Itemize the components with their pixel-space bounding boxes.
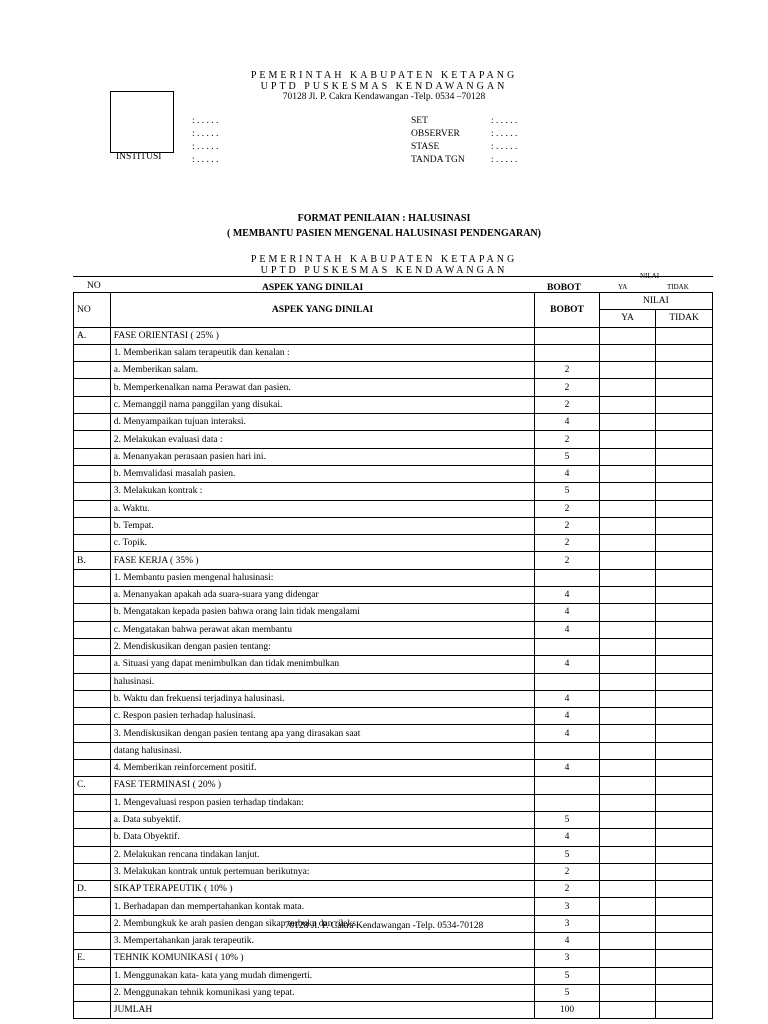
left-field-1: : . . . . . xyxy=(192,116,219,126)
row-tidak-checkbox[interactable] xyxy=(656,967,713,984)
row-ya-checkbox[interactable] xyxy=(599,673,655,690)
row-aspek: 3. Melakukan kontrak : xyxy=(110,483,534,500)
row-ya-checkbox[interactable] xyxy=(599,932,655,949)
field-tanda-tgn-value: : . . . . . xyxy=(491,155,518,165)
row-aspek: a. Memberikan salam. xyxy=(110,362,534,379)
row-bobot: 2 xyxy=(535,379,600,396)
row-no xyxy=(74,621,111,638)
table-header-row xyxy=(74,293,713,310)
row-ya-checkbox[interactable] xyxy=(599,829,655,846)
row-bobot: 4 xyxy=(535,414,600,431)
letterhead-line2: UPTD PUSKESMAS KENDAWANGAN xyxy=(260,81,508,92)
table-row xyxy=(74,587,713,604)
row-no: D. xyxy=(74,881,111,898)
row-aspek: 3. Mempertahankan jarak terapeutik. xyxy=(110,932,534,949)
assessment-table xyxy=(73,292,713,1019)
row-aspek: 4. Memberikan reinforcement positif. xyxy=(110,760,534,777)
row-ya-checkbox[interactable] xyxy=(599,517,655,534)
row-no xyxy=(74,638,111,655)
letterhead2-line2: UPTD PUSKESMAS KENDAWANGAN xyxy=(260,265,508,276)
row-ya-checkbox[interactable] xyxy=(599,362,655,379)
row-bobot: 2 xyxy=(535,500,600,517)
row-tidak-checkbox[interactable] xyxy=(656,690,713,707)
row-no xyxy=(74,984,111,1001)
row-bobot: 4 xyxy=(535,690,600,707)
form-title: FORMAT PENILAIAN : HALUSINASI xyxy=(297,213,471,224)
row-tidak-checkbox[interactable] xyxy=(656,760,713,777)
row-bobot: 2 xyxy=(535,881,600,898)
field-stase-label: STASE xyxy=(411,142,440,152)
right-field-values xyxy=(491,115,517,167)
row-no xyxy=(74,569,111,586)
row-bobot: 4 xyxy=(535,604,600,621)
row-ya-checkbox[interactable] xyxy=(599,950,655,967)
row-tidak-checkbox[interactable] xyxy=(656,569,713,586)
table-row xyxy=(74,984,713,1001)
row-ya-checkbox[interactable] xyxy=(599,604,655,621)
row-ya-checkbox[interactable] xyxy=(599,881,655,898)
row-tidak-checkbox[interactable] xyxy=(656,621,713,638)
institution-logo-box xyxy=(110,91,174,153)
row-aspek: 1. Berhadapan dan mempertahankan kontak mata. xyxy=(110,898,534,915)
row-bobot: 4 xyxy=(535,829,600,846)
row-bobot: 3 xyxy=(535,898,600,915)
row-tidak-checkbox[interactable] xyxy=(656,932,713,949)
table-row xyxy=(74,863,713,880)
row-ya-checkbox[interactable] xyxy=(599,984,655,1001)
row-aspek: 1. Membantu pasien mengenal halusinasi: xyxy=(110,569,534,586)
row-ya-checkbox[interactable] xyxy=(599,725,655,742)
row-aspek: c. Topik. xyxy=(110,535,534,552)
row-tidak-checkbox[interactable] xyxy=(656,794,713,811)
table-row xyxy=(74,604,713,621)
row-ya-checkbox[interactable] xyxy=(599,396,655,413)
row-no xyxy=(74,500,111,517)
left-field-4: : . . . . . xyxy=(192,155,219,165)
row-ya-checkbox[interactable] xyxy=(599,587,655,604)
row-aspek: a. Menanyakan apakah ada suara-suara yang didengar xyxy=(110,587,534,604)
table-row xyxy=(74,950,713,967)
row-ya-checkbox[interactable] xyxy=(599,1002,655,1019)
row-no xyxy=(74,535,111,552)
row-aspek: 2. Melakukan rencana tindakan lanjut. xyxy=(110,846,534,863)
row-bobot: 5 xyxy=(535,846,600,863)
header-nilai: NILAI xyxy=(599,293,712,310)
row-bobot: 3 xyxy=(535,915,600,932)
row-no xyxy=(74,1002,111,1019)
table-row xyxy=(74,362,713,379)
row-no: E. xyxy=(74,950,111,967)
table-row xyxy=(74,811,713,828)
table-row xyxy=(74,552,713,569)
table-row xyxy=(74,898,713,915)
row-tidak-checkbox[interactable] xyxy=(656,362,713,379)
row-aspek: c. Mengatakan bahwa perawat akan membantu xyxy=(110,621,534,638)
row-no xyxy=(74,932,111,949)
row-ya-checkbox[interactable] xyxy=(599,794,655,811)
row-aspek: FASE ORIENTASI ( 25% ) xyxy=(110,327,534,344)
row-tidak-checkbox[interactable] xyxy=(656,483,713,500)
row-bobot: 2 xyxy=(535,396,600,413)
row-ya-checkbox[interactable] xyxy=(599,760,655,777)
table-row xyxy=(74,760,713,777)
row-aspek: d. Menyampaikan tujuan interaksi. xyxy=(110,414,534,431)
row-ya-checkbox[interactable] xyxy=(599,483,655,500)
left-fields xyxy=(192,115,218,167)
table-row xyxy=(74,708,713,725)
row-bobot: 2 xyxy=(535,535,600,552)
row-tidak-checkbox[interactable] xyxy=(656,517,713,534)
row-ya-checkbox[interactable] xyxy=(599,967,655,984)
table-row xyxy=(74,846,713,863)
row-ya-checkbox[interactable] xyxy=(599,344,655,361)
left-field-2: : . . . . . xyxy=(192,129,219,139)
row-aspek: a. Menanyakan perasaan pasien hari ini. xyxy=(110,448,534,465)
ghost-top-line xyxy=(73,276,713,277)
row-ya-checkbox[interactable] xyxy=(599,898,655,915)
table-row xyxy=(74,794,713,811)
table-row xyxy=(74,500,713,517)
row-aspek: a. Situasi yang dapat menimbulkan dan tidak menimbulkan xyxy=(110,656,534,673)
row-ya-checkbox[interactable] xyxy=(599,379,655,396)
row-aspek: 1. Memberikan salam terapeutik dan kenalan : xyxy=(110,344,534,361)
row-ya-checkbox[interactable] xyxy=(599,621,655,638)
table-row xyxy=(74,414,713,431)
row-bobot: 2 xyxy=(535,431,600,448)
row-ya-checkbox[interactable] xyxy=(599,569,655,586)
row-bobot: 4 xyxy=(535,932,600,949)
row-no xyxy=(74,811,111,828)
row-ya-checkbox[interactable] xyxy=(599,846,655,863)
row-ya-checkbox[interactable] xyxy=(599,431,655,448)
table-row xyxy=(74,465,713,482)
row-no xyxy=(74,898,111,915)
row-tidak-checkbox[interactable] xyxy=(656,344,713,361)
row-tidak-checkbox[interactable] xyxy=(656,604,713,621)
row-no xyxy=(74,708,111,725)
row-tidak-checkbox[interactable] xyxy=(656,846,713,863)
row-aspek: halusinasi. xyxy=(110,673,534,690)
row-bobot xyxy=(535,777,600,794)
row-aspek: 2. Membungkuk ke arah pasien dengan sikap terbuka dan rileks. xyxy=(110,915,534,932)
row-bobot: 5 xyxy=(535,984,600,1001)
row-tidak-checkbox[interactable] xyxy=(656,535,713,552)
field-stase-value: : . . . . . xyxy=(491,142,518,152)
row-bobot: 5 xyxy=(535,811,600,828)
row-tidak-checkbox[interactable] xyxy=(656,414,713,431)
row-bobot: 5 xyxy=(535,483,600,500)
ghost-nilai-header: NILAI xyxy=(640,272,660,280)
row-ya-checkbox[interactable] xyxy=(599,448,655,465)
row-ya-checkbox[interactable] xyxy=(599,327,655,344)
field-set-value: : . . . . . xyxy=(491,116,518,126)
footer-address: 70128 Jl. P. Cakra Kendawangan -Telp. 0534-70128 xyxy=(284,921,484,931)
row-aspek: 1. Menggunakan kata- kata yang mudah dimengerti. xyxy=(110,967,534,984)
row-no xyxy=(74,362,111,379)
table-row xyxy=(74,621,713,638)
row-no xyxy=(74,794,111,811)
row-no xyxy=(74,448,111,465)
row-aspek: 1. Mengevaluasi respon pasien terhadap tindakan: xyxy=(110,794,534,811)
row-aspek: 2. Mendiskusikan dengan pasien tentang: xyxy=(110,638,534,655)
left-field-3: : . . . . . xyxy=(192,142,219,152)
row-bobot: 2 xyxy=(535,552,600,569)
table-row xyxy=(74,742,713,759)
row-tidak-checkbox[interactable] xyxy=(656,638,713,655)
field-observer-value: : . . . . . xyxy=(491,129,518,139)
field-tanda-tgn-label: TANDA TGN xyxy=(411,155,465,165)
row-no xyxy=(74,829,111,846)
row-tidak-checkbox[interactable] xyxy=(656,984,713,1001)
ghost-bobot-header: BOBOT xyxy=(547,283,581,293)
table-row xyxy=(74,638,713,655)
row-no xyxy=(74,587,111,604)
row-ya-checkbox[interactable] xyxy=(599,742,655,759)
row-bobot: 4 xyxy=(535,760,600,777)
table-row xyxy=(74,431,713,448)
row-tidak-checkbox[interactable] xyxy=(656,898,713,915)
table-row xyxy=(74,932,713,949)
row-bobot xyxy=(535,673,600,690)
row-no xyxy=(74,725,111,742)
row-bobot xyxy=(535,794,600,811)
row-tidak-checkbox[interactable] xyxy=(656,552,713,569)
row-tidak-checkbox[interactable] xyxy=(656,881,713,898)
row-tidak-checkbox[interactable] xyxy=(656,673,713,690)
table-row xyxy=(74,1002,713,1019)
row-bobot: 4 xyxy=(535,656,600,673)
table-row xyxy=(74,344,713,361)
table-row xyxy=(74,967,713,984)
form-subtitle: ( MEMBANTU PASIEN MENGENAL HALUSINASI PENDENGARAN) xyxy=(226,228,541,239)
row-no xyxy=(74,604,111,621)
right-field-labels xyxy=(411,115,465,167)
row-no xyxy=(74,656,111,673)
row-aspek: b. Waktu dan frekuensi terjadinya halusinasi. xyxy=(110,690,534,707)
table-row xyxy=(74,483,713,500)
row-bobot xyxy=(535,327,600,344)
row-aspek: b. Mengatakan kepada pasien bahwa orang lain tidak mengalami xyxy=(110,604,534,621)
row-bobot xyxy=(535,569,600,586)
row-tidak-checkbox[interactable] xyxy=(656,742,713,759)
row-bobot: 4 xyxy=(535,587,600,604)
table-row xyxy=(74,829,713,846)
row-tidak-checkbox[interactable] xyxy=(656,1002,713,1019)
row-tidak-checkbox[interactable] xyxy=(656,379,713,396)
row-no: C. xyxy=(74,777,111,794)
row-tidak-checkbox[interactable] xyxy=(656,950,713,967)
ghost-aspek-header: ASPEK YANG DINILAI xyxy=(262,283,364,293)
row-ya-checkbox[interactable] xyxy=(599,465,655,482)
row-bobot: 4 xyxy=(535,621,600,638)
ghost-no-header: NO xyxy=(87,281,101,291)
row-no xyxy=(74,863,111,880)
row-bobot: 2 xyxy=(535,362,600,379)
row-aspek: TEHNIK KOMUNIKASI ( 10% ) xyxy=(110,950,534,967)
row-tidak-checkbox[interactable] xyxy=(656,396,713,413)
row-aspek: 3. Melakukan kontrak untuk pertemuan berikutnya: xyxy=(110,863,534,880)
table-row xyxy=(74,725,713,742)
row-ya-checkbox[interactable] xyxy=(599,414,655,431)
row-ya-checkbox[interactable] xyxy=(599,500,655,517)
row-aspek: b. Tempat. xyxy=(110,517,534,534)
row-ya-checkbox[interactable] xyxy=(599,690,655,707)
row-tidak-checkbox[interactable] xyxy=(656,500,713,517)
table-row xyxy=(74,448,713,465)
header-bobot: BOBOT xyxy=(535,293,600,328)
table-row xyxy=(74,379,713,396)
table-row xyxy=(74,777,713,794)
row-bobot: 4 xyxy=(535,725,600,742)
field-set-label: SET xyxy=(411,116,428,126)
ghost-ya-header: YA xyxy=(618,283,628,291)
row-aspek: 2. Menggunakan tehnik komunikasi yang tepat. xyxy=(110,984,534,1001)
row-no xyxy=(74,414,111,431)
row-no xyxy=(74,742,111,759)
row-no: A. xyxy=(74,327,111,344)
row-bobot: 100 xyxy=(535,1002,600,1019)
row-ya-checkbox[interactable] xyxy=(599,708,655,725)
row-tidak-checkbox[interactable] xyxy=(656,465,713,482)
table-rows xyxy=(74,327,713,1019)
row-bobot: 3 xyxy=(535,950,600,967)
row-ya-checkbox[interactable] xyxy=(599,777,655,794)
row-bobot: 5 xyxy=(535,967,600,984)
row-aspek: 2. Melakukan evaluasi data : xyxy=(110,431,534,448)
row-aspek: SIKAP TERAPEUTIK ( 10% ) xyxy=(110,881,534,898)
row-no: B. xyxy=(74,552,111,569)
row-tidak-checkbox[interactable] xyxy=(656,777,713,794)
row-ya-checkbox[interactable] xyxy=(599,638,655,655)
row-ya-checkbox[interactable] xyxy=(599,552,655,569)
row-bobot: 2 xyxy=(535,517,600,534)
row-aspek: FASE KERJA ( 35% ) xyxy=(110,552,534,569)
table-row xyxy=(74,690,713,707)
table-row xyxy=(74,535,713,552)
row-aspek: a. Data subyektif. xyxy=(110,811,534,828)
row-no xyxy=(74,760,111,777)
row-no xyxy=(74,517,111,534)
row-aspek: c. Memanggil nama panggilan yang disukai. xyxy=(110,396,534,413)
row-bobot: 4 xyxy=(535,708,600,725)
table-row xyxy=(74,656,713,673)
row-bobot: 4 xyxy=(535,465,600,482)
row-tidak-checkbox[interactable] xyxy=(656,587,713,604)
row-tidak-checkbox[interactable] xyxy=(656,448,713,465)
ghost-tidak-header: TIDAK xyxy=(667,283,689,291)
table-row xyxy=(74,673,713,690)
row-no xyxy=(74,431,111,448)
row-aspek: JUMLAH xyxy=(110,1002,534,1019)
row-no xyxy=(74,673,111,690)
row-tidak-checkbox[interactable] xyxy=(656,829,713,846)
table-row xyxy=(74,881,713,898)
row-aspek: FASE TERMINASI ( 20% ) xyxy=(110,777,534,794)
letterhead-line1: PEMERINTAH KABUPATEN KETAPANG xyxy=(250,70,518,81)
institusi-label: INSTITUSI xyxy=(116,152,162,162)
letterhead2-line1: PEMERINTAH KABUPATEN KETAPANG xyxy=(250,254,518,265)
row-aspek: b. Data Obyektif. xyxy=(110,829,534,846)
row-bobot xyxy=(535,344,600,361)
row-aspek: c. Respon pasien terhadap halusinasi. xyxy=(110,708,534,725)
row-no xyxy=(74,396,111,413)
row-bobot xyxy=(535,742,600,759)
row-bobot xyxy=(535,638,600,655)
table-row xyxy=(74,327,713,344)
row-tidak-checkbox[interactable] xyxy=(656,708,713,725)
row-aspek: b. Memperkenalkan nama Perawat dan pasien. xyxy=(110,379,534,396)
row-tidak-checkbox[interactable] xyxy=(656,431,713,448)
row-tidak-checkbox[interactable] xyxy=(656,725,713,742)
letterhead-address: 70128 Jl. P. Cakra Kendawangan -Telp. 0534 –70128 xyxy=(282,92,486,102)
row-tidak-checkbox[interactable] xyxy=(656,863,713,880)
row-aspek: a. Waktu. xyxy=(110,500,534,517)
table-row xyxy=(74,569,713,586)
row-aspek: 3. Mendiskusikan dengan pasien tentang apa yang dirasakan saat xyxy=(110,725,534,742)
row-no xyxy=(74,344,111,361)
row-ya-checkbox[interactable] xyxy=(599,535,655,552)
table-row xyxy=(74,396,713,413)
row-bobot: 5 xyxy=(535,448,600,465)
header-aspek: ASPEK YANG DINILAI xyxy=(110,293,534,328)
header-tidak: TIDAK xyxy=(656,310,713,327)
row-no xyxy=(74,690,111,707)
row-no xyxy=(74,846,111,863)
table-row xyxy=(74,517,713,534)
row-ya-checkbox[interactable] xyxy=(599,811,655,828)
row-aspek: datang halusinasi. xyxy=(110,742,534,759)
row-no xyxy=(74,465,111,482)
row-aspek: b. Memvalidasi masalah pasien. xyxy=(110,465,534,482)
row-bobot: 2 xyxy=(535,863,600,880)
header-no: NO xyxy=(74,293,111,328)
row-no xyxy=(74,967,111,984)
field-observer-label: OBSERVER xyxy=(411,129,460,139)
row-no xyxy=(74,483,111,500)
row-no xyxy=(74,379,111,396)
row-tidak-checkbox[interactable] xyxy=(656,327,713,344)
row-tidak-checkbox[interactable] xyxy=(656,656,713,673)
row-tidak-checkbox[interactable] xyxy=(656,811,713,828)
header-ya: YA xyxy=(599,310,655,327)
row-ya-checkbox[interactable] xyxy=(599,656,655,673)
row-ya-checkbox[interactable] xyxy=(599,863,655,880)
